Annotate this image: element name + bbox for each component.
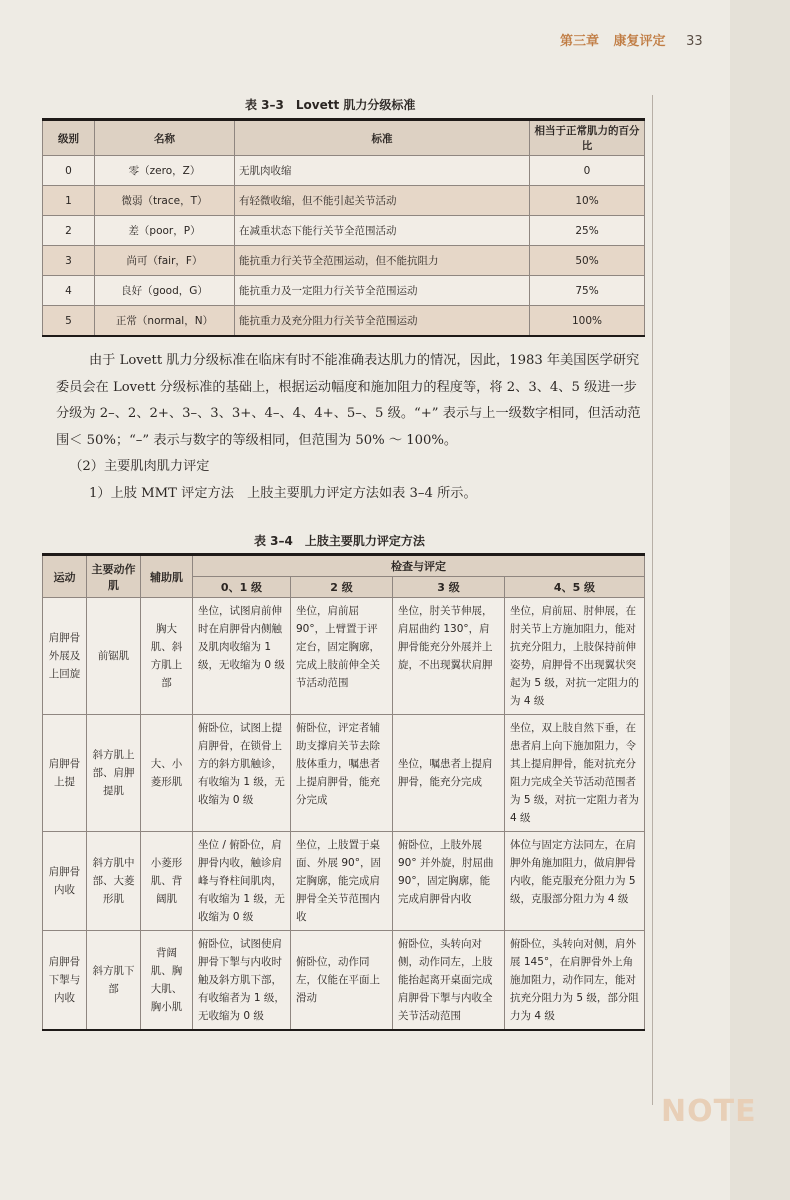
header-standard: 标准 (235, 120, 530, 156)
cell-standard: 能抗重力及充分阻力行关节全范围运动 (235, 306, 530, 337)
cell-grade-4-5: 俯卧位，头转向对侧，肩外展 145°，在肩胛骨外上角施加阻力，动作同左，能对抗充分阻力为 5 级，部分阻力为 4 级 (505, 931, 645, 1031)
chapter-title: 康复评定 (613, 34, 666, 49)
table-3-4-caption: 表 3–4 上肢主要肌力评定方法 (254, 534, 425, 548)
margin-rule (652, 95, 653, 1105)
cell-main-muscle: 斜方肌中部、大菱形肌 (87, 832, 141, 931)
body-text (56, 348, 641, 507)
header-name: 名称 (95, 120, 235, 156)
table-lovett-grades (42, 118, 645, 337)
header-movement: 运动 (43, 555, 87, 598)
section-heading: （2）主要肌肉肌力评定 (69, 459, 210, 474)
header-grade-3: 3 级 (393, 577, 505, 598)
cell-grade-0-1: 坐位 / 俯卧位，肩胛骨内收，触诊肩峰与脊柱间肌肉，有收缩为 1 级，无收缩为 0 级 (193, 832, 291, 931)
cell-grade-2: 坐位，肩前屈 90°，上臂置于评定台，固定胸廓，完成上肢前伸全关节活动范围 (291, 598, 393, 715)
cell-standard: 有轻微收缩，但不能引起关节活动 (235, 186, 530, 216)
table-row (43, 931, 645, 1031)
chapter-label: 第三章 (560, 34, 600, 49)
cell-aux-muscle: 胸大肌、斜方肌上部 (141, 598, 193, 715)
cell-aux-muscle: 小菱形肌、背阔肌 (141, 832, 193, 931)
table-upper-limb-mmt (42, 553, 645, 1031)
cell-level: 0 (43, 156, 95, 186)
cell-grade-4-5: 坐位，肩前屈、肘伸展，在肘关节上方施加阻力，能对抗充分阻力，上肢保持前伸姿势，肩胛骨不出现翼状突起为 5 级，对抗一定阻力的为 4 级 (505, 598, 645, 715)
table-row (43, 598, 645, 715)
page-number: 33 (686, 34, 703, 49)
cell-percent: 75% (530, 276, 645, 306)
cell-percent: 0 (530, 156, 645, 186)
cell-percent: 10% (530, 186, 645, 216)
cell-grade-0-1: 俯卧位，试图使肩胛骨下掣与内收时触及斜方肌下部，有收缩者为 1 级，无收缩为 0 级 (193, 931, 291, 1031)
cell-name: 差（poor，P） (95, 216, 235, 246)
cell-percent: 25% (530, 216, 645, 246)
cell-standard: 能抗重力行关节全范围运动，但不能抗阻力 (235, 246, 530, 276)
cell-movement: 肩胛骨内收 (43, 832, 87, 931)
cell-grade-3: 俯卧位，上肢外展 90° 并外旋，肘屈曲 90°，固定胸廓，能完成肩胛骨内收 (393, 832, 505, 931)
page-edge-shadow (730, 0, 790, 1200)
table-row (43, 216, 645, 246)
cell-grade-0-1: 俯卧位，试图上提肩胛骨，在锁骨上方的斜方肌触诊，有收缩为 1 级，无收缩为 0 级 (193, 715, 291, 832)
cell-grade-3: 俯卧位，头转向对侧，动作同左，上肢能抬起离开桌面完成肩胛骨下掣与内收全关节活动范围 (393, 931, 505, 1031)
header-aux-muscle: 辅助肌 (141, 555, 193, 598)
note-watermark: NOTE (661, 1094, 757, 1129)
cell-percent: 100% (530, 306, 645, 337)
cell-standard: 在减重状态下能行关节全范围活动 (235, 216, 530, 246)
subsection-heading: 1）上肢 MMT 评定方法 上肢主要肌力评定方法如表 3–4 所示。 (89, 485, 477, 501)
table-row (43, 156, 645, 186)
header-level: 级别 (43, 120, 95, 156)
cell-grade-2: 坐位，上肢置于桌面、外展 90°，固定胸廓，能完成肩胛骨全关节范围内收 (291, 832, 393, 931)
header-grade-0-1: 0、1 级 (193, 577, 291, 598)
cell-main-muscle: 前锯肌 (87, 598, 141, 715)
cell-grade-2: 俯卧位，评定者辅助支撑肩关节去除肢体重力，嘱患者上提肩胛骨，能充分完成 (291, 715, 393, 832)
cell-level: 4 (43, 276, 95, 306)
cell-aux-muscle: 背阔肌、胸大肌、胸小肌 (141, 931, 193, 1031)
cell-grade-4-5: 体位与固定方法同左，在肩胛外角施加阻力，做肩胛骨内收，能克服充分阻力为 5 级，克服部分阻力为 4 级 (505, 832, 645, 931)
cell-grade-2: 俯卧位，动作同左，仅能在平面上滑动 (291, 931, 393, 1031)
cell-standard: 无肌肉收缩 (235, 156, 530, 186)
table-row (43, 715, 645, 832)
table-row (43, 276, 645, 306)
cell-level: 5 (43, 306, 95, 337)
header-grade-2: 2 级 (291, 577, 393, 598)
running-header (560, 30, 760, 49)
header-main-muscle: 主要动作肌 (87, 555, 141, 598)
table-row (43, 186, 645, 216)
header-assessment: 检查与评定 (193, 555, 645, 577)
cell-name: 良好（good，G） (95, 276, 235, 306)
cell-standard: 能抗重力及一定阻力行关节全范围运动 (235, 276, 530, 306)
cell-level: 3 (43, 246, 95, 276)
cell-main-muscle: 斜方肌下部 (87, 931, 141, 1031)
cell-name: 零（zero，Z） (95, 156, 235, 186)
table-3-3-caption: 表 3–3 Lovett 肌力分级标准 (245, 98, 416, 112)
cell-aux-muscle: 大、小菱形肌 (141, 715, 193, 832)
table-row (43, 306, 645, 337)
table-row (43, 832, 645, 931)
cell-name: 微弱（trace，T） (95, 186, 235, 216)
cell-level: 2 (43, 216, 95, 246)
table-row (43, 246, 645, 276)
cell-movement: 肩胛骨上提 (43, 715, 87, 832)
header-percent: 相当于正常肌力的百分比 (530, 120, 645, 156)
cell-movement: 肩胛骨外展及上回旋 (43, 598, 87, 715)
cell-grade-3: 坐位，肘关节伸展，肩屈曲约 130°，肩胛骨能充分外展并上旋，不出现翼状肩胛 (393, 598, 505, 715)
cell-grade-3: 坐位，嘱患者上提肩胛骨，能充分完成 (393, 715, 505, 832)
cell-main-muscle: 斜方肌上部、肩胛提肌 (87, 715, 141, 832)
body-paragraph: 由于 Lovett 肌力分级标准在临床有时不能准确表达肌力的情况，因此，1983 年美国医学研究委员会在 Lovett 分级标准的基础上，根据运动幅度和施加阻力的程度等，将 2、3、4、5 级进一步分级为 2–、2、2+、3–、3、3+、4–、4、4+、5–、5 级。“+” 表示与上一级数字相同，但活动范围＜ 50%；“–” 表示与数字的等级相同，但范围为 50% ～ 100%。 (56, 353, 641, 448)
cell-percent: 50% (530, 246, 645, 276)
table-header-row (43, 555, 645, 577)
cell-grade-0-1: 坐位，试图肩前伸时在肩胛骨内侧触及肌肉收缩为 1 级，无收缩为 0 级 (193, 598, 291, 715)
cell-movement: 肩胛骨下掣与内收 (43, 931, 87, 1031)
cell-name: 尚可（fair，F） (95, 246, 235, 276)
cell-name: 正常（normal，N） (95, 306, 235, 337)
cell-level: 1 (43, 186, 95, 216)
cell-grade-4-5: 坐位，双上肢自然下垂，在患者肩上向下施加阻力，令其上提肩胛骨，能对抗充分阻力完成全关节活动范围者为 5 级，对抗一定阻力者为 4 级 (505, 715, 645, 832)
table-header-row (43, 120, 645, 156)
header-grade-4-5: 4、5 级 (505, 577, 645, 598)
